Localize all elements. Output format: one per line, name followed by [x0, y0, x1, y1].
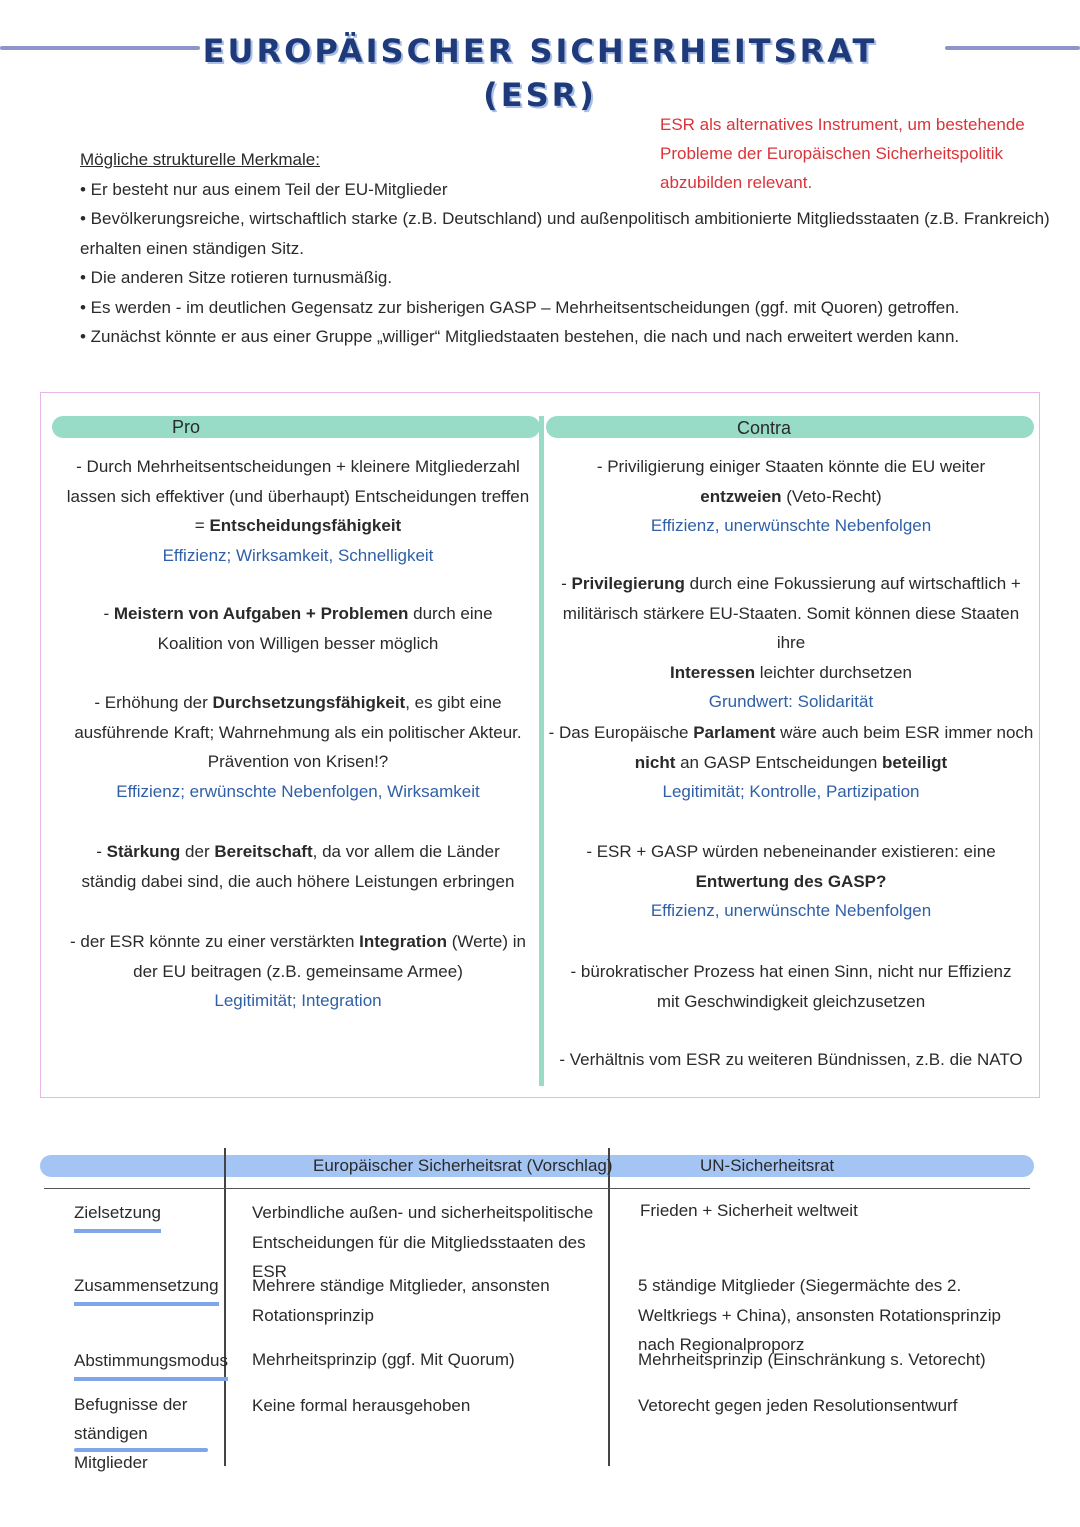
pro-item-tag: Legitimität; Integration [214, 991, 382, 1010]
pro-item-line: der EU beitragen (z.B. gemeinsame Armee) [133, 961, 463, 981]
pro-contra-divider [539, 416, 544, 1086]
pro-item-tag: Effizienz; erwünschte Nebenfolgen, Wirksamkeit [116, 781, 480, 801]
pro-item-line: Prävention von Krisen!? [207, 752, 389, 771]
pro-label: Pro [172, 417, 201, 437]
page-title: EUROPÄISCHER SICHERHEITSRAT [202, 32, 878, 70]
contra-item-line: mit Geschwindigkeit gleichzusetzen [656, 991, 926, 1011]
keyword: Entwertung des GASP? [695, 871, 887, 891]
contra-item-tag: Effizienz, unerwünschte Nebenfolgen [650, 901, 932, 920]
side-note: ESR als alternatives Instrument, um bestehende Probleme der Europäischen Sicherheitspolitik abzubilden relevant. [660, 115, 1025, 192]
text: wäre auch beim ESR immer noch [775, 723, 1034, 742]
pro-item [60, 688, 536, 806]
comparison-header-rule [44, 1188, 1030, 1189]
contra-item-line [548, 748, 1034, 778]
pro-item [60, 452, 536, 570]
contra-item [548, 1045, 1034, 1075]
text: leichter durchsetzen [755, 662, 912, 682]
pro-item [60, 599, 536, 658]
pro-item [60, 837, 536, 896]
keyword: nicht [634, 752, 676, 772]
pro-item-line [60, 599, 536, 629]
row-label-befugnisse [74, 1390, 214, 1479]
contra-item-tag: Legitimität; Kontrolle, Partizipation [662, 782, 920, 801]
pro-item-line [60, 511, 536, 541]
text: , es gibt eine [405, 693, 502, 712]
comparison-divider-1 [224, 1148, 226, 1466]
text: der [180, 842, 215, 861]
pro-item-tag: Effizienz; Wirksamkeit, Schnelligkeit [162, 545, 434, 565]
text: - [96, 842, 107, 861]
esr-column-header: Europäischer Sicherheitsrat (Vorschlag) [313, 1156, 613, 1175]
feature-line: erhalten einen ständigen Sitz. [80, 238, 304, 258]
feature-line: • Zunächst könnte er aus einer Gruppe „williger“ Mitgliedstaaten bestehen, die nach und nach erweitert werden kann. [80, 327, 960, 346]
un-cell: Vetorecht gegen jeden Resolutionsentwurf [638, 1396, 958, 1415]
pro-header-bar [52, 416, 540, 438]
esr-cell: Verbindliche außen- und sicherheitspolitische Entscheidungen für die Mitgliedsstaaten des ESR [252, 1203, 594, 1281]
row-label-text: Zielsetzung [74, 1198, 161, 1233]
text: (Werte) in [446, 932, 527, 951]
contra-item-tag: Effizienz, unerwünschte Nebenfolgen [650, 516, 932, 535]
pro-item-line [60, 837, 536, 867]
text: durch eine [408, 604, 493, 623]
esr-cell: Keine formal herausgehoben [252, 1396, 471, 1415]
un-cell: Frieden + Sicherheit weltweit [640, 1201, 858, 1220]
esr-cell: Mehrheitsprinzip (ggf. Mit Quorum) [252, 1350, 515, 1369]
keyword: Durchsetzungsfähigkeit [212, 693, 406, 712]
keyword: Entscheidungsfähigkeit [209, 516, 402, 535]
text: - [561, 574, 572, 593]
keyword: Integration [359, 932, 447, 951]
contra-label: Contra [737, 418, 792, 438]
pro-item-line: lassen sich effektiver (und überhaupt) Entscheidungen treffen [66, 486, 530, 506]
contra-item-line [548, 867, 1034, 897]
contra-item-line [548, 569, 1034, 599]
text: - [103, 604, 114, 623]
contra-item [548, 718, 1034, 807]
pro-item-line: ständig dabei sind, die auch höhere Leistungen erbringen [81, 871, 515, 891]
keyword: + [301, 604, 321, 623]
row-label-zielsetzung [74, 1198, 161, 1233]
contra-item-line [548, 718, 1034, 748]
keyword: Parlament [693, 723, 776, 742]
contra-item-line: - Verhältnis vom ESR zu weiteren Bündnissen, z.B. die NATO [559, 1050, 1023, 1069]
text: - Erhöhung der [94, 693, 213, 712]
feature-line: • Es werden - im deutlichen Gegensatz zur bisherigen GASP – Mehrheitsentscheidungen (ggf. mit Quoren) getroffen. [80, 297, 960, 317]
keyword: Meistern von Aufgaben [113, 604, 302, 623]
features-section [80, 145, 1050, 352]
comparison-divider-2 [608, 1148, 610, 1466]
contra-item [548, 837, 1034, 926]
pro-item-line [60, 688, 536, 718]
pro-item-line [60, 927, 536, 957]
un-column-header: UN-Sicherheitsrat [700, 1156, 835, 1175]
pro-item [60, 927, 536, 1016]
contra-item-line [548, 482, 1034, 512]
feature-line: • Er besteht nur aus einem Teil der EU-Mitglieder [80, 179, 448, 199]
un-cell: Mehrheitsprinzip (Einschränkung s. Vetorecht) [638, 1350, 986, 1369]
row-label-zusammensetzung [74, 1271, 219, 1306]
text: , da vor allem die Länder [312, 842, 500, 861]
un-cell: 5 ständige Mitglieder (Siegermächte des 2. Weltkriegs + China), ansonsten Rotationsprinzip nach Regionalproporz [638, 1276, 1002, 1354]
keyword: Bereitschaft [214, 842, 313, 861]
feature-line: • Die anderen Sitze rotieren turnusmäßig. [80, 268, 393, 287]
page-title-abbrev: (ESR) [483, 76, 597, 114]
pro-item-line: - Durch Mehrheitsentscheidungen + kleinere Mitgliederzahl [76, 457, 520, 476]
keyword: entzweien [700, 486, 782, 506]
keyword: beteiligt [882, 752, 948, 772]
feature-line: • Bevölkerungsreiche, wirtschaftlich starke (z.B. Deutschland) und außenpolitisch ambitionierte Mitgliedsstaaten (z.B. Frankreich) [80, 209, 1050, 228]
contra-item-line: militärisch stärkere EU-Staaten. Somit können diese Staaten ihre [562, 603, 1020, 652]
row-label-abstimmungsmodus [74, 1346, 228, 1381]
text: = [194, 516, 210, 535]
text: - Das Europäische [548, 723, 694, 742]
contra-item-line: - ESR + GASP würden nebeneinander existieren: eine [586, 842, 996, 861]
row-label-text: Zusammensetzung [74, 1271, 219, 1306]
contra-item-line: - Priviligierung einiger Staaten könnte die EU weiter [596, 457, 986, 476]
text: an GASP Entscheidungen [675, 752, 883, 772]
contra-item-line [548, 658, 1034, 688]
keyword: Interessen [670, 662, 756, 682]
row-label-text: Befugnisse der ständigen Mitglieder [74, 1395, 188, 1472]
keyword: Problemen [320, 604, 409, 623]
features-heading: Mögliche strukturelle Merkmale: [80, 150, 320, 169]
row-label-text: Abstimmungsmodus [74, 1346, 228, 1381]
keyword: Stärkung [106, 842, 181, 861]
pro-item-line: Koalition von Willigen besser möglich [157, 633, 439, 653]
esr-cell: Mehrere ständige Mitglieder, ansonsten Rotationsprinzip [252, 1276, 550, 1325]
contra-item [548, 452, 1034, 541]
keyword: Privilegierung [571, 574, 685, 593]
contra-item-line: - bürokratischer Prozess hat einen Sinn, nicht nur Effizienz [570, 962, 1012, 981]
text: (Veto-Recht) [781, 486, 882, 506]
contra-item [548, 957, 1034, 1016]
contra-item-tag: Grundwert: Solidarität [708, 692, 874, 711]
contra-item [548, 569, 1034, 717]
row-label-underline [74, 1448, 208, 1452]
text: durch eine Fokussierung auf wirtschaftlich + [684, 574, 1021, 593]
text: - der ESR könnte zu einer verstärkten [69, 932, 360, 951]
pro-item-line: ausführende Kraft; Wahrnehmung als ein politischer Akteur. [74, 722, 522, 742]
